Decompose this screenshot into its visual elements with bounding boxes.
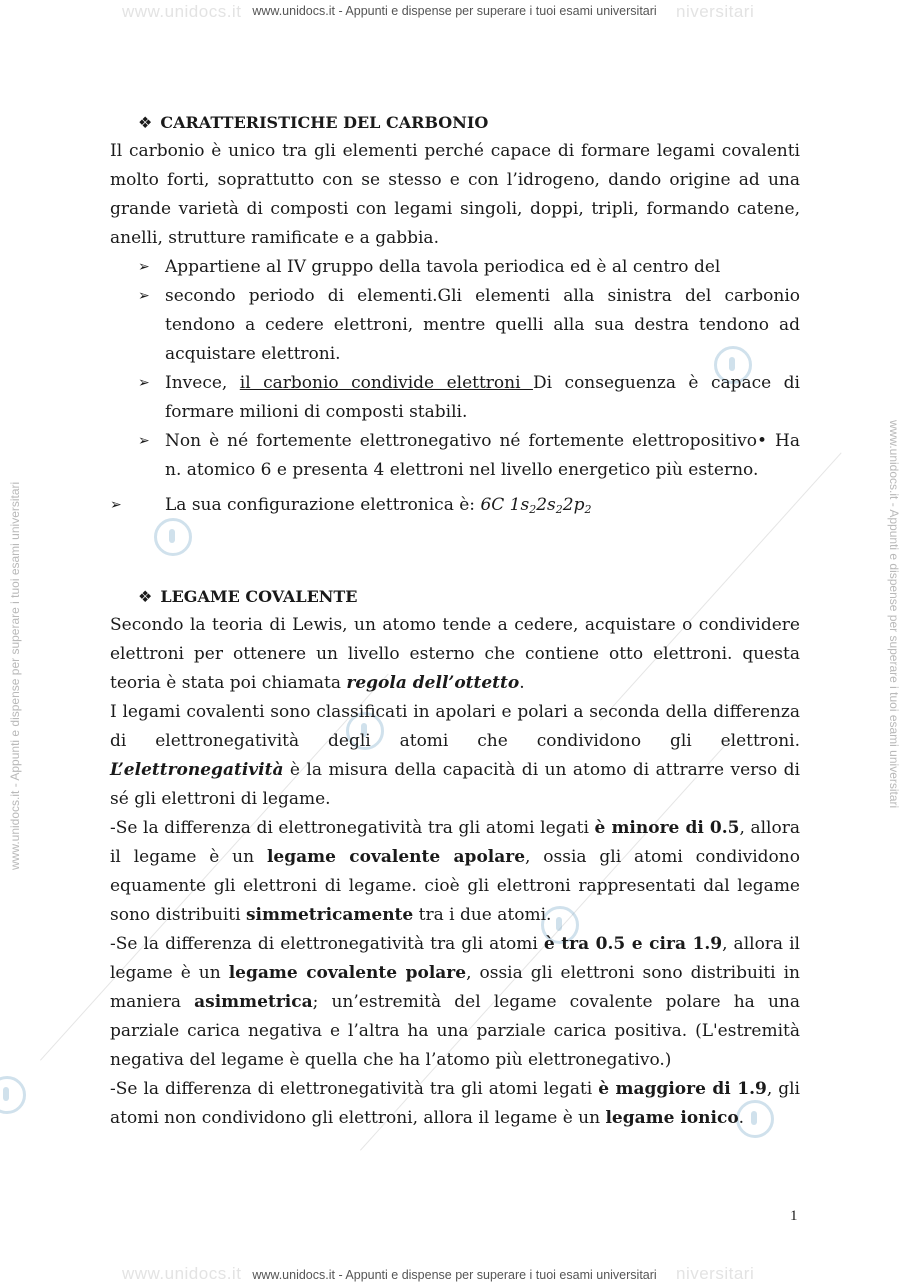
diamond-bullet-icon: ❖ (138, 587, 153, 606)
list-item: ➢ secondo periodo di elementi.Gli elementi alla sinistra del carbonio tendono a cedere elettroni, mentre quelli alla sua destra tendono ad acquistare elettroni. (110, 282, 800, 369)
arrow-bullet-icon: ➢ (110, 497, 122, 513)
arrow-bullet-icon: ➢ (138, 375, 150, 391)
list-item: ➢ Non è né fortemente elettronegativo né fortemente elettropositivo• Ha n. atomico 6 e presenta 4 elettroni nel livello energetico più esterno. (110, 427, 800, 485)
paragraph: I legami covalenti sono classificati in apolari e polari a seconda della differenza di elettronegatività degli atomi che condividono gli elettroni. L’elettronegatività è la misura della capacità di un atomo di attrarre verso di sé gli elettroni di legame. (110, 702, 800, 809)
watermark-ghost-right-bottom: niversitari (676, 1264, 755, 1283)
diamond-bullet-icon: ❖ (138, 113, 153, 132)
watermark-logo-icon (0, 1076, 26, 1114)
list-item: ➢ La sua configurazione elettronica è: 6C $1s_22s_22p_2$ (110, 491, 800, 524)
arrow-bullet-icon: ➢ (138, 288, 150, 304)
section-heading: ❖ CARATTERISTICHE DEL CARBONIO (138, 113, 489, 132)
watermark-banner-top: www.unidocs.it - Appunti e dispense per superare i tuoi esami universitari (252, 4, 657, 18)
list-item: ➢ Appartiene al IV gruppo della tavola periodica ed è al centro del (110, 253, 800, 282)
paragraph: -Se la differenza di elettronegatività tra gli atomi legati è minore di 0.5, allora il legame è un legame covalente apolare, ossia gli atomi condividono equamente gli elettroni di legame. cioè gli elettroni rappresentati dal legame sono distribuiti simmetricamente tra i due atomi. (110, 818, 800, 925)
list-item: ➢ Invece, il carbonio condivide elettroni Di conseguenza è capace di formare milioni di composti stabili. (110, 369, 800, 427)
watermark-side-left: www.unidocs.it - Appunti e dispense per superare i tuoi esami universitari (8, 481, 22, 870)
document-body (110, 108, 800, 1133)
watermark-banner-bottom: www.unidocs.it - Appunti e dispense per superare i tuoi esami universitari (252, 1268, 657, 1282)
watermark-side-right: www.unidocs.it - Appunti e dispense per superare i tuoi esami universitari (887, 420, 901, 809)
arrow-bullet-icon: ➢ (138, 433, 150, 449)
section-heading: ❖ LEGAME COVALENTE (138, 587, 358, 606)
page-number: 1 (790, 1208, 798, 1224)
electron-configuration: 6C $1s_22s_22p_2$ (480, 495, 592, 516)
arrow-bullet-icon: ➢ (138, 259, 150, 275)
paragraph-intro: Il carbonio è unico tra gli elementi perché capace di formare legami covalenti molto forti, soprattutto con se stesso e con l’idrogeno, dando origine ad una grande varietà di composti con legami singoli, doppi, tripli, formando catene, anelli, strutture ramificate e a gabbia. (110, 141, 800, 248)
watermark-ghost-left: www.unidocs.it (122, 2, 242, 21)
underlined-text: il carbonio condivide elettroni (239, 373, 534, 393)
paragraph: -Se la differenza di elettronegatività tra gli atomi è tra 0.5 e cira 1.9, allora il legame è un legame covalente polare, ossia gli elettroni sono distribuiti in maniera asimmetrica; un’estremità del legame covalente polare ha una parziale carica negativa e l’altra ha una parziale carica positiva. (L'estremità negativa del legame è quella che ha l’atomo più elettronegativo.) (110, 934, 801, 1070)
watermark-ghost-left-bottom: www.unidocs.it (122, 1264, 242, 1283)
paragraph: -Se la differenza di elettronegatività tra gli atomi legati è maggiore di 1.9, gli atomi non condividono gli elettroni, allora il legame è un legame ionico. (110, 1079, 800, 1128)
watermark-ghost-right: niversitari (676, 2, 755, 21)
paragraph: Secondo la teoria di Lewis, un atomo tende a cedere, acquistare o condividere elettroni per ottenere un livello esterno che contiene otto elettroni. questa teoria è stata poi chiamata regola dell’ottetto. (110, 615, 800, 693)
